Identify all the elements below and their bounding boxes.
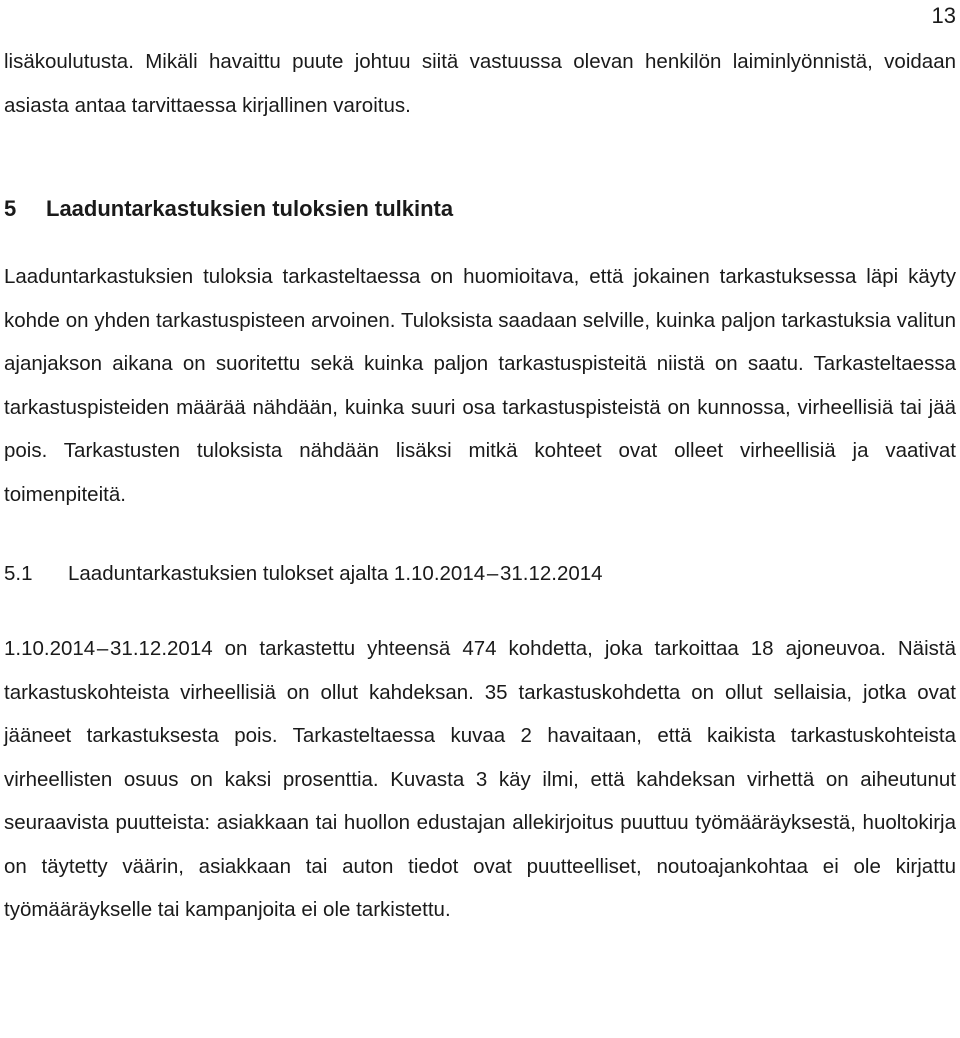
section-heading	[4, 195, 956, 223]
intro-paragraph: lisäkoulutusta. Mikäli havaittu puute johtuu siitä vastuussa olevan henkilön laiminlyönnistä, voidaan asiasta antaa tarvittaessa kirjallinen varoitus.	[4, 50, 956, 117]
subsection-paragraph: 1.10.2014 – 31.12.2014 on tarkastettu yhteensä 474 kohdetta, joka tarkoittaa 18 ajoneuvoa. Näistä tarkastuskohteista virheellisiä on ollut kahdeksan. 35 tarkastuskohdetta on ollut sellaisia, jotka ovat jääneet tarkastuksesta pois. Tarkasteltaessa kuvaa 2 havaitaan, että kaikista tarkastuskohteista virheellisten osuus on kaksi prosenttia. Kuvasta 3 käy ilmi, että kahdeksan virhettä on aiheutunut seuraavista puutteista: asiakkaan tai huollon edustajan allekirjoitus puuttuu työmääräyksestä, huoltokirja on täytetty väärin, asiakkaan tai auton tiedot ovat puutteelliset, noutoajankohtaa ei ole kirjattu työmääräykselle tai kampanjoita ei ole tarkistettu.	[4, 637, 956, 921]
subsection-heading	[4, 560, 956, 588]
document-body	[4, 40, 956, 932]
page-number: 13	[931, 3, 956, 28]
section-paragraph: Laaduntarkastuksien tuloksia tarkasteltaessa on huomioitava, että jokainen tarkastuksessa läpi käyty kohde on yhden tarkastuspisteen arvoinen. Tuloksista saadaan selville, kuinka paljon tarkastuksia valitun ajanjakson aikana on suoritettu sekä kuinka paljon tarkastuspisteitä niistä on saatu. Tarkasteltaessa tarkastuspisteiden määrää nähdään, kuinka suuri osa tarkastuspisteistä on kunnossa, virheellisiä tai jää pois. Tarkastusten tuloksista nähdään lisäksi mitkä kohteet ovat olleet virheellisiä ja vaativat toimenpiteitä.	[4, 265, 956, 506]
section-number: 5	[4, 196, 17, 221]
subsection-title: Laaduntarkastuksien tulokset ajalta 1.10.2014 – 31.12.2014	[68, 562, 603, 585]
subsection-number: 5.1	[4, 562, 33, 585]
section-title: Laaduntarkastuksien tuloksien tulkinta	[46, 196, 454, 221]
